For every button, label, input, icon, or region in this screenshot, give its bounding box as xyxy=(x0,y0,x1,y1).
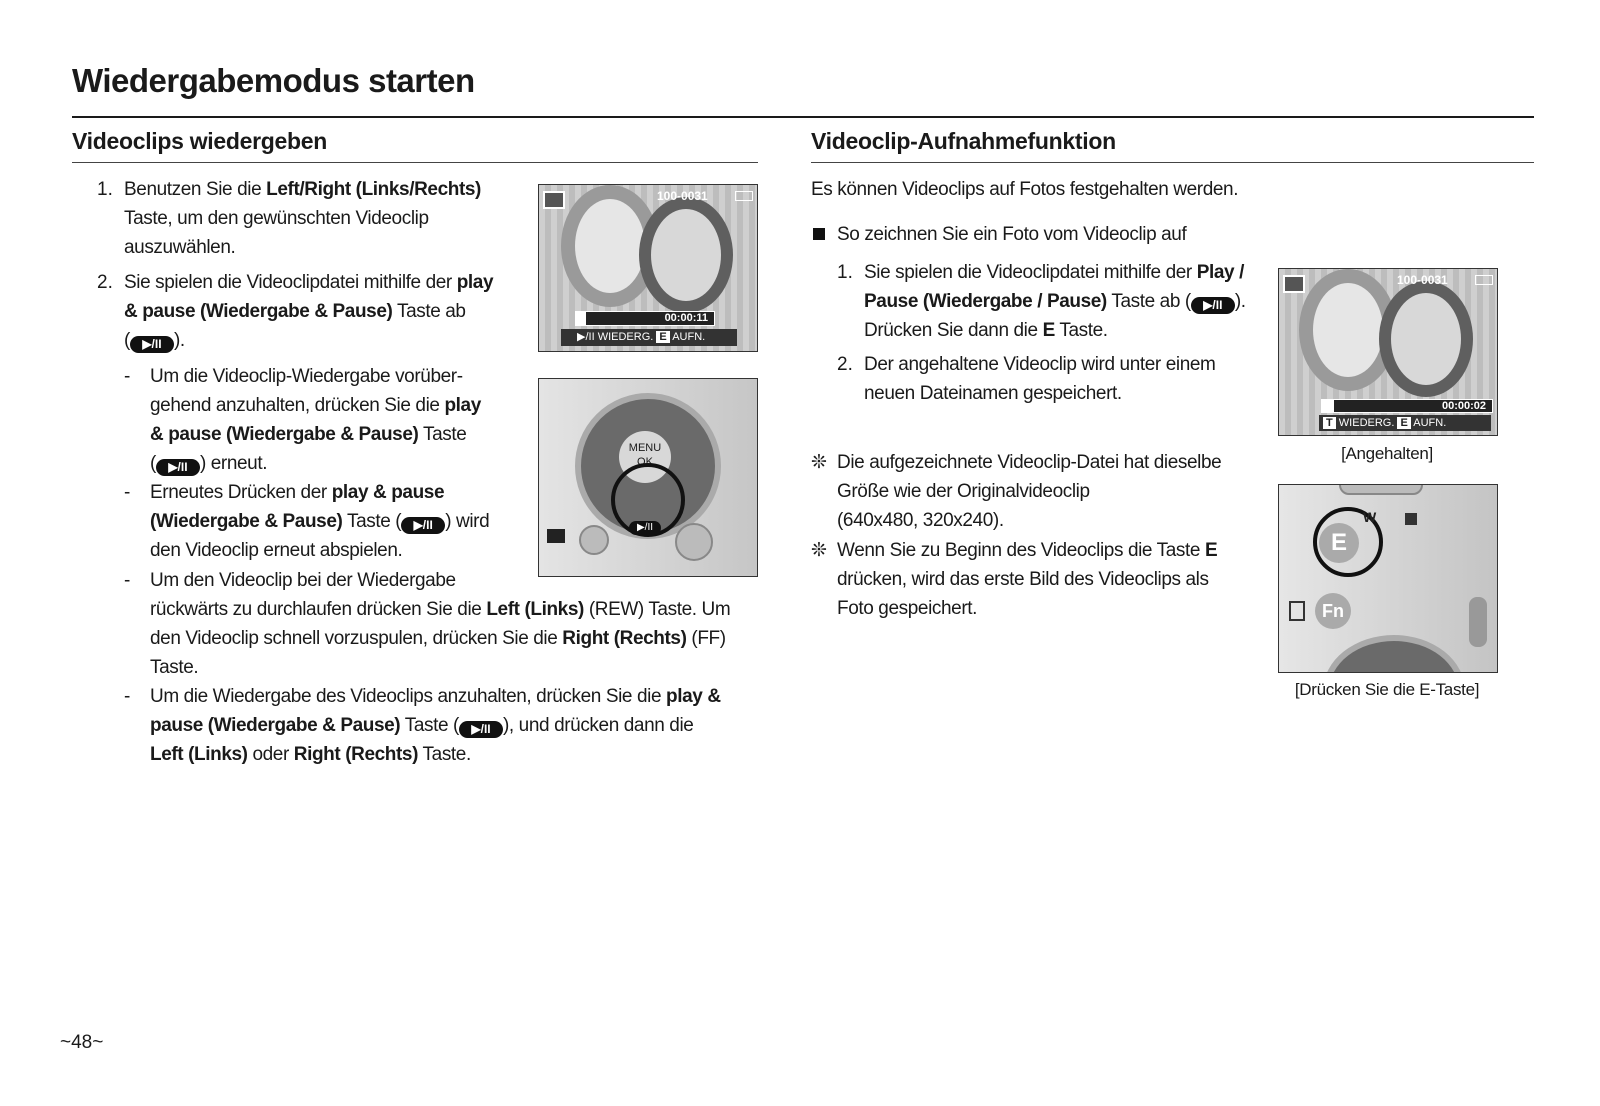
woman-photo xyxy=(575,199,645,293)
elapsed-time: 00:00:02 xyxy=(1441,400,1486,412)
aufn-label: AUFN. xyxy=(1413,417,1447,429)
play-pause-icon: ▶/II xyxy=(459,721,503,738)
wiederg-label: WIEDERG. xyxy=(1338,417,1395,429)
play-pause-icon: ▶/II xyxy=(1191,297,1235,314)
right-section-rule xyxy=(811,162,1534,163)
step1-text: Benutzen Sie die Left/Right (Links/Rechts) Taste, um den gewünschten Videoclip auszuwählen. xyxy=(124,179,481,258)
bullet-dash: - xyxy=(124,366,131,387)
woman-photo xyxy=(1313,283,1383,377)
camera-lcd-playback-image xyxy=(538,184,758,352)
menu-ok-button: MENU OK xyxy=(619,431,671,483)
face-detect-button xyxy=(675,523,713,561)
e-key-label: E xyxy=(656,331,669,343)
e-button: E xyxy=(1319,523,1359,563)
note-symbol: ❊ xyxy=(811,452,827,473)
left-section-rule xyxy=(72,162,758,163)
right-section-heading: Videoclip-Aufnahmefunktion xyxy=(811,128,1116,154)
mosaic-icon xyxy=(1405,513,1417,525)
man-photo xyxy=(651,209,721,301)
bullet-resume-text: Erneutes Drücken der play & pause (Wiedergabe & Pause) Taste ( ▶/II ) wird den Videoclip erneut abspielen. xyxy=(150,482,490,561)
play-pause-icon: ▶/II xyxy=(156,459,200,476)
osd-bottom-bar xyxy=(561,329,737,346)
bullet-dash: - xyxy=(124,686,131,707)
battery-icon xyxy=(1475,275,1493,285)
step-number: 1. xyxy=(97,179,113,200)
step2-text: Sie spielen die Videoclipdatei mithilfe der play & pause (Wiedergabe & Pause) Taste ab ( ▶/II ). xyxy=(124,272,494,351)
capture-step2-text: Der angehaltene Videoclip wird unter einem neuen Dateinamen gespeichert. xyxy=(864,354,1216,404)
print-icon xyxy=(547,529,565,543)
camera-lcd-paused-image xyxy=(1278,268,1498,436)
file-number: 100-0031 xyxy=(657,189,708,203)
playback-button xyxy=(579,525,609,555)
play-pause-icon: ▶/II xyxy=(401,517,445,534)
square-bullet xyxy=(813,228,825,240)
play-pause-icon: ▶/II xyxy=(130,336,174,353)
step-number: 2. xyxy=(837,354,853,375)
page-number: ~48~ xyxy=(60,1032,104,1053)
trash-icon xyxy=(1289,601,1305,621)
title-rule xyxy=(72,116,1534,118)
playback-mode-icon xyxy=(1283,275,1305,293)
camera-buttons-image xyxy=(1278,484,1498,673)
side-strap xyxy=(1469,597,1487,647)
step-number: 2. xyxy=(97,272,113,293)
note-first-frame-text: Wenn Sie zu Beginn des Videoclips die Taste E drücken, wird das erste Bild des Videoclips als Foto gespeichert. xyxy=(837,540,1218,619)
bullet-dash: - xyxy=(124,482,131,503)
top-button xyxy=(1339,484,1423,495)
bullet-rew-ff-text: Um den Videoclip bei der Wiedergabe rückwärts zu durchlaufen drücken Sie die Left (Links) (REW) Taste. Um den Videoclip schnell vorzuspulen, drücken Sie die Right (Rechts) (FF) Taste. xyxy=(150,570,731,678)
note-size-text: Die aufgezeichnete Videoclip-Datei hat dieselbe Größe wie der Originalvideoclip (640x480, 320x240). xyxy=(837,452,1222,531)
note-symbol: ❊ xyxy=(811,540,827,561)
step-number: 1. xyxy=(837,262,853,283)
w-label: W xyxy=(1363,509,1377,525)
progress-fill xyxy=(576,312,586,325)
elapsed-time: 00:00:11 xyxy=(664,312,708,324)
bullet-dash: - xyxy=(124,570,131,591)
fn-button: Fn xyxy=(1315,593,1351,629)
page-title: Wiedergabemodus starten xyxy=(72,62,475,99)
man-photo xyxy=(1391,293,1461,385)
e-key-label: E xyxy=(1397,417,1410,429)
left-section-heading: Videoclips wiedergeben xyxy=(72,128,328,154)
osd-bottom-bar xyxy=(1319,415,1491,431)
camera-dial-image xyxy=(538,378,758,577)
play-label: ▶/II xyxy=(577,331,595,343)
t-key-label: T xyxy=(1323,417,1336,429)
battery-icon xyxy=(735,191,753,201)
wiederg-label: WIEDERG. xyxy=(597,331,654,343)
playback-mode-icon xyxy=(543,191,565,209)
bullet-pause-text: Um die Videoclip-Wiedergabe vorüber- gehend anzuhalten, drücken Sie die play & pause (Wiedergabe & Pause) Taste ( ▶/II ) erneut. xyxy=(150,366,481,474)
file-number: 100-0031 xyxy=(1397,273,1448,287)
bullet-stop-text: Um die Wiedergabe des Videoclips anzuhalten, drücken Sie die play & pause (Wiedergabe & Pause) Taste ( ▶/II ), und drücken dann die Left (Links) oder Right (Rechts) Taste. xyxy=(150,686,721,765)
aufn-label: AUFN. xyxy=(672,331,706,343)
progress-bar xyxy=(575,311,715,326)
progress-fill xyxy=(1322,400,1334,412)
progress-bar xyxy=(1321,399,1493,413)
play-pause-icon: ▶/II xyxy=(629,521,661,535)
caption-press-e: [Drücken Sie die E-Taste] xyxy=(1294,680,1480,699)
square-item-text: So zeichnen Sie ein Foto vom Videoclip auf xyxy=(837,224,1187,245)
capture-step1-text: Sie spielen die Videoclipdatei mithilfe der Play / Pause (Wiedergabe / Pause) Taste ab ( ▶/II ). Drücken Sie dann die E Taste. xyxy=(864,262,1246,341)
dial-ring xyxy=(1323,635,1465,673)
intro-text: Es können Videoclips auf Fotos festgehalten werden. xyxy=(811,179,1239,200)
caption-paused: [Angehalten] xyxy=(1341,444,1433,463)
